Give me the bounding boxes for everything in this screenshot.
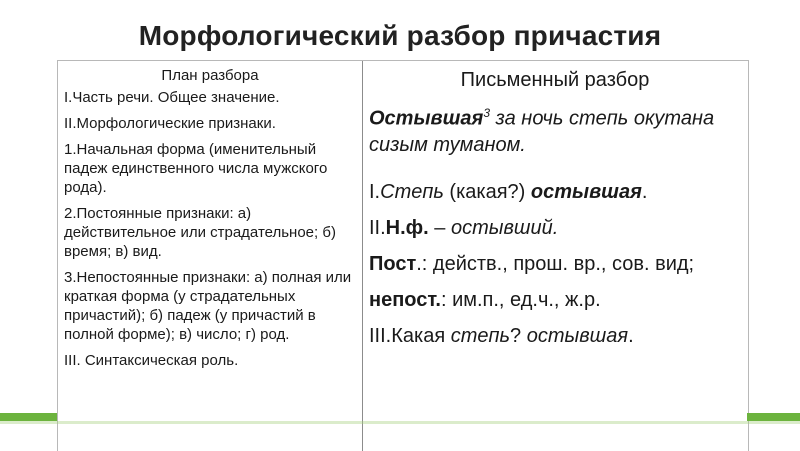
line5-d: остывшая — [526, 324, 629, 347]
line4-b: : им.п., ед.ч., ж.р. — [440, 288, 601, 311]
line5-e: . — [628, 324, 634, 347]
line5-b: степь — [450, 324, 511, 347]
analysis-line-1 — [369, 180, 741, 204]
line1-b: Степь — [380, 180, 444, 203]
analysis-table — [57, 60, 749, 451]
column-divider — [362, 61, 363, 451]
line1-c: (какая?) — [443, 180, 531, 203]
line2-a: II. — [369, 216, 386, 239]
analysis-line-3 — [369, 252, 741, 276]
line5-c: ? — [510, 324, 527, 347]
plan-item: I.Часть речи. Общее значение. — [64, 89, 280, 106]
plan-item: II.Морфологические признаки. — [64, 115, 276, 132]
plan-item: 3.Непостоянные признаки: а) полная или краткая форма (у страдательных причастий); б) падеж (у причастий в полной форме); в) число; г) род. — [64, 269, 352, 343]
line1-a: I. — [369, 180, 381, 203]
line4-a: непост. — [369, 288, 441, 311]
analysis-line-4 — [369, 288, 741, 312]
line2-c: – — [428, 216, 451, 239]
decorative-green-bar-left — [0, 413, 57, 421]
plan-item: 2.Постоянные признаки: а) действительное или страдательное; б) время; в) вид. — [64, 205, 336, 260]
plan-header: План разбора — [161, 67, 259, 84]
line2-b: Н.ф. — [385, 216, 429, 239]
sentence-word: Остывшая — [369, 107, 484, 130]
plan-column — [64, 67, 356, 377]
line3-a: Пост — [369, 252, 417, 275]
sentence-rest: за ночь степь окутана сизым туманом. — [369, 107, 715, 156]
page-title: Морфологический разбор причастия — [138, 20, 662, 51]
plan-item: 1.Начальная форма (именительный падеж единственного числа мужского рода). — [64, 141, 328, 196]
line3-b: .: действ., прош. вр., сов. вид; — [416, 252, 695, 275]
line1-d: остывшая — [530, 180, 642, 203]
analysis-line-5 — [369, 324, 741, 348]
sentence-sup: 3 — [483, 106, 490, 120]
analysis-header: Письменный разбор — [460, 69, 650, 91]
analysis-line-2 — [369, 216, 741, 240]
line5-a: III.Какая — [369, 324, 451, 347]
decorative-green-line — [0, 421, 800, 424]
line2-d: остывший. — [450, 216, 559, 239]
line1-e: . — [641, 180, 648, 203]
written-analysis-column — [369, 69, 741, 360]
decorative-green-bar-right — [747, 413, 800, 421]
plan-item: III. Синтаксическая роль. — [64, 352, 239, 369]
example-sentence — [369, 100, 741, 158]
